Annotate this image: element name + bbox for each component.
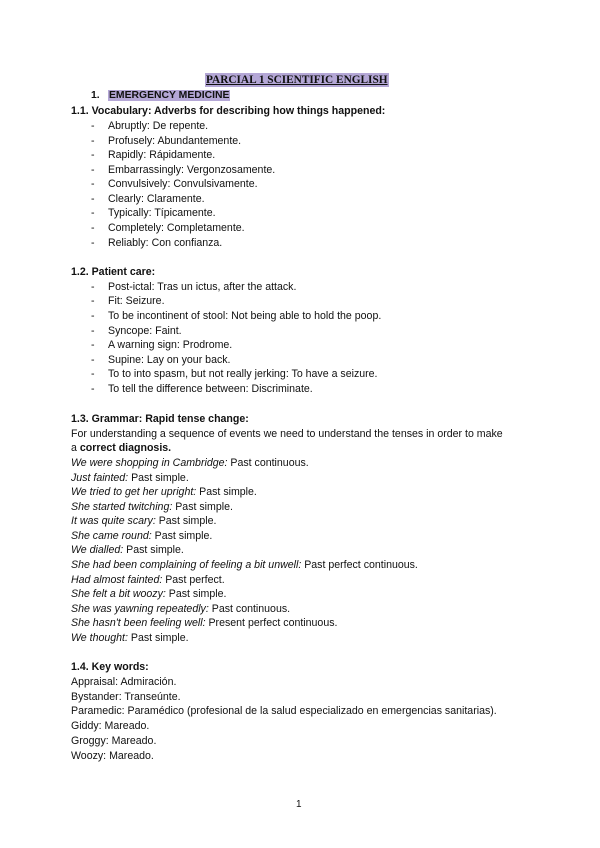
list-item: - Typically: Típicamente. (91, 207, 216, 219)
example-line: She came round: Past simple. (71, 530, 213, 542)
list-item: - To to into spasm, but not really jerking: To have a seizure. (91, 368, 378, 380)
list-item: - Abruptly: De repente. (91, 120, 209, 132)
list-item: - Post-ictal: Tras un ictus, after the attack. (91, 281, 297, 293)
keyword-item: Woozy: Mareado. (71, 750, 154, 762)
example-line: She felt a bit woozy: Past simple. (71, 588, 227, 600)
list-item: - Profusely: Abundantemente. (91, 135, 242, 147)
keywords-heading: 1.4. Key words: (71, 661, 149, 673)
list-item: - Syncope: Faint. (91, 325, 182, 337)
grammar-intro: For understanding a sequence of events we need to understand the tenses in order to make (71, 428, 503, 440)
example-line: She was yawning repeatedly: Past continuous. (71, 603, 291, 615)
example-line: We were shopping in Cambridge: Past continuous. (71, 457, 309, 469)
list-item: - To tell the difference between: Discriminate. (91, 383, 313, 395)
care-heading: 1.2. Patient care: (71, 266, 156, 278)
list-item: - Supine: Lay on your back. (91, 354, 231, 366)
keyword-item: Giddy: Mareado. (71, 720, 150, 732)
keyword-item: Groggy: Mareado. (71, 735, 157, 747)
list-item: - Fit: Seizure. (91, 295, 165, 307)
grammar-intro-cont: a correct diagnosis. (71, 442, 172, 454)
section-heading (91, 89, 230, 103)
section-label: EMERGENCY MEDICINE (109, 90, 230, 101)
list-item: - Clearly: Claramente. (91, 193, 205, 205)
example-line: Had almost fainted: Past perfect. (71, 574, 225, 586)
example-line: We tried to get her upright: Past simple. (71, 486, 257, 498)
list-item: - Convulsively: Convulsivamente. (91, 178, 258, 190)
example-line: She started twitching: Past simple. (71, 501, 233, 513)
example-line: We thought: Past simple. (71, 632, 189, 644)
page-number: 1 (296, 799, 302, 810)
keyword-item: Paramedic: Paramédico (profesional de la salud especializado en emergencias sanitarias). (71, 705, 497, 717)
example-line: It was quite scary: Past simple. (71, 515, 217, 527)
example-line: We dialled: Past simple. (71, 544, 184, 556)
list-item: - To be incontinent of stool: Not being able to hold the poop. (91, 310, 382, 322)
example-line: She had been complaining of feeling a bit unwell: Past perfect continuous. (71, 559, 418, 571)
list-item: - Rapidly: Rápidamente. (91, 149, 216, 161)
list-item: - A warning sign: Prodrome. (91, 339, 233, 351)
vocab-heading: 1.1. Vocabulary: Adverbs for describing how things happened: (71, 105, 386, 117)
example-line: She hasn't been feeling well: Present perfect continuous. (71, 617, 338, 629)
keyword-item: Bystander: Transeúnte. (71, 691, 181, 703)
document-title: PARCIAL 1 SCIENTIFIC ENGLISH (206, 74, 388, 86)
list-item: - Completely: Completamente. (91, 222, 245, 234)
list-item: - Embarrassingly: Vergonzosamente. (91, 164, 276, 176)
example-line: Just fainted: Past simple. (71, 472, 189, 484)
section-number: 1. (91, 90, 100, 101)
grammar-heading: 1.3. Grammar: Rapid tense change: (71, 413, 249, 425)
keyword-item: Appraisal: Admiración. (71, 676, 177, 688)
list-item: - Reliably: Con confianza. (91, 237, 223, 249)
